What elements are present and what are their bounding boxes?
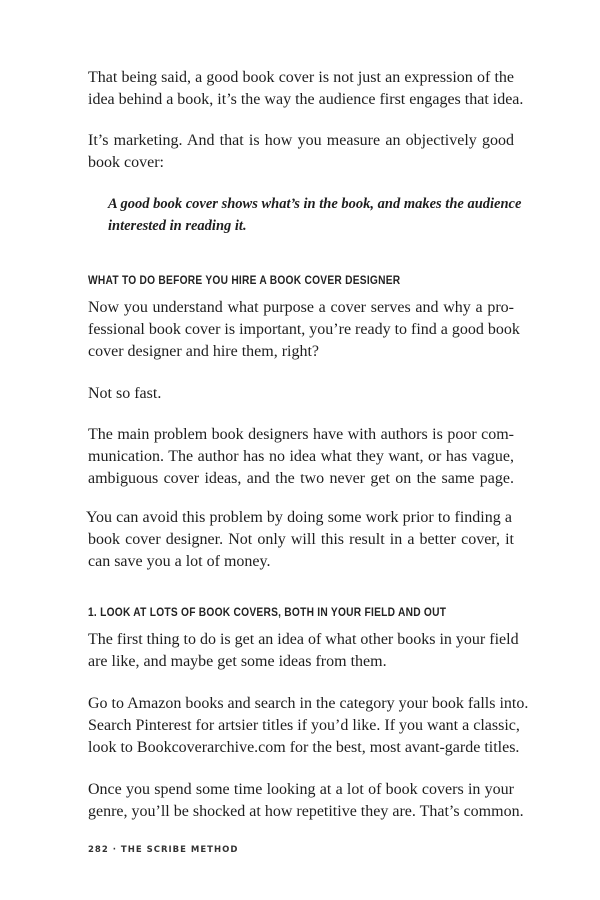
paragraph-line: genre, you’ll be shocked at how repetitive they are. That’s common. — [88, 803, 524, 820]
paragraph-line: Once you spend some time looking at a lot of book covers in your — [88, 781, 514, 798]
paragraph-line: idea behind a book, it’s the way the audience first engages that idea. — [88, 91, 524, 108]
paragraph-line: The main problem book designers have with authors is poor com- — [88, 426, 514, 443]
paragraph-line: cover designer and hire them, right? — [88, 343, 320, 360]
page-number: 282 — [88, 845, 109, 855]
paragraph-line: ambiguous cover ideas, and the two never get on the same page. — [88, 470, 514, 487]
paragraph-line: fessional book cover is important, you’re ready to find a good book — [88, 321, 520, 338]
pull-quote-line: A good book cover shows what’s in the book, and makes the audience — [108, 196, 522, 212]
paragraph-line: are like, and maybe get some ideas from them. — [88, 653, 387, 670]
paragraph-line: The first thing to do is get an idea of what other books in your field — [88, 631, 519, 648]
paragraph-line: book cover: — [88, 154, 164, 171]
running-title: THE SCRIBE METHOD — [120, 845, 239, 855]
footer-separator: · — [112, 845, 117, 855]
paragraph-line: book cover designer. Not only will this result in a better cover, it — [88, 531, 514, 548]
paragraph-line: You can avoid this problem by doing some work prior to finding a — [86, 509, 512, 526]
paragraph-line: Go to Amazon books and search in the category your book falls into. — [88, 695, 529, 712]
paragraph-line: munication. The author has no idea what they want, or has vague, — [88, 448, 514, 465]
paragraph-line: can save you a lot of money. — [88, 553, 271, 570]
paragraph-line: Not so fast. — [88, 385, 162, 402]
paragraph-line: look to Bookcoverarchive.com for the best, most avant-garde titles. — [88, 739, 520, 756]
paragraph-line: That being said, a good book cover is not just an expression of the — [88, 69, 514, 86]
paragraph-line: Search Pinterest for artsier titles if you’d like. If you want a classic, — [88, 717, 520, 734]
pull-quote-line: interested in reading it. — [108, 218, 247, 234]
subsection-heading: 1. LOOK AT LOTS OF BOOK COVERS, BOTH IN YOUR FIELD AND OUT — [88, 605, 447, 619]
section-heading: WHAT TO DO BEFORE YOU HIRE A BOOK COVER DESIGNER — [88, 273, 401, 287]
page-footer — [88, 845, 238, 855]
paragraph-line: It’s marketing. And that is how you measure an objectively good — [88, 132, 514, 149]
paragraph-line: Now you understand what purpose a cover serves and why a pro- — [88, 299, 514, 316]
